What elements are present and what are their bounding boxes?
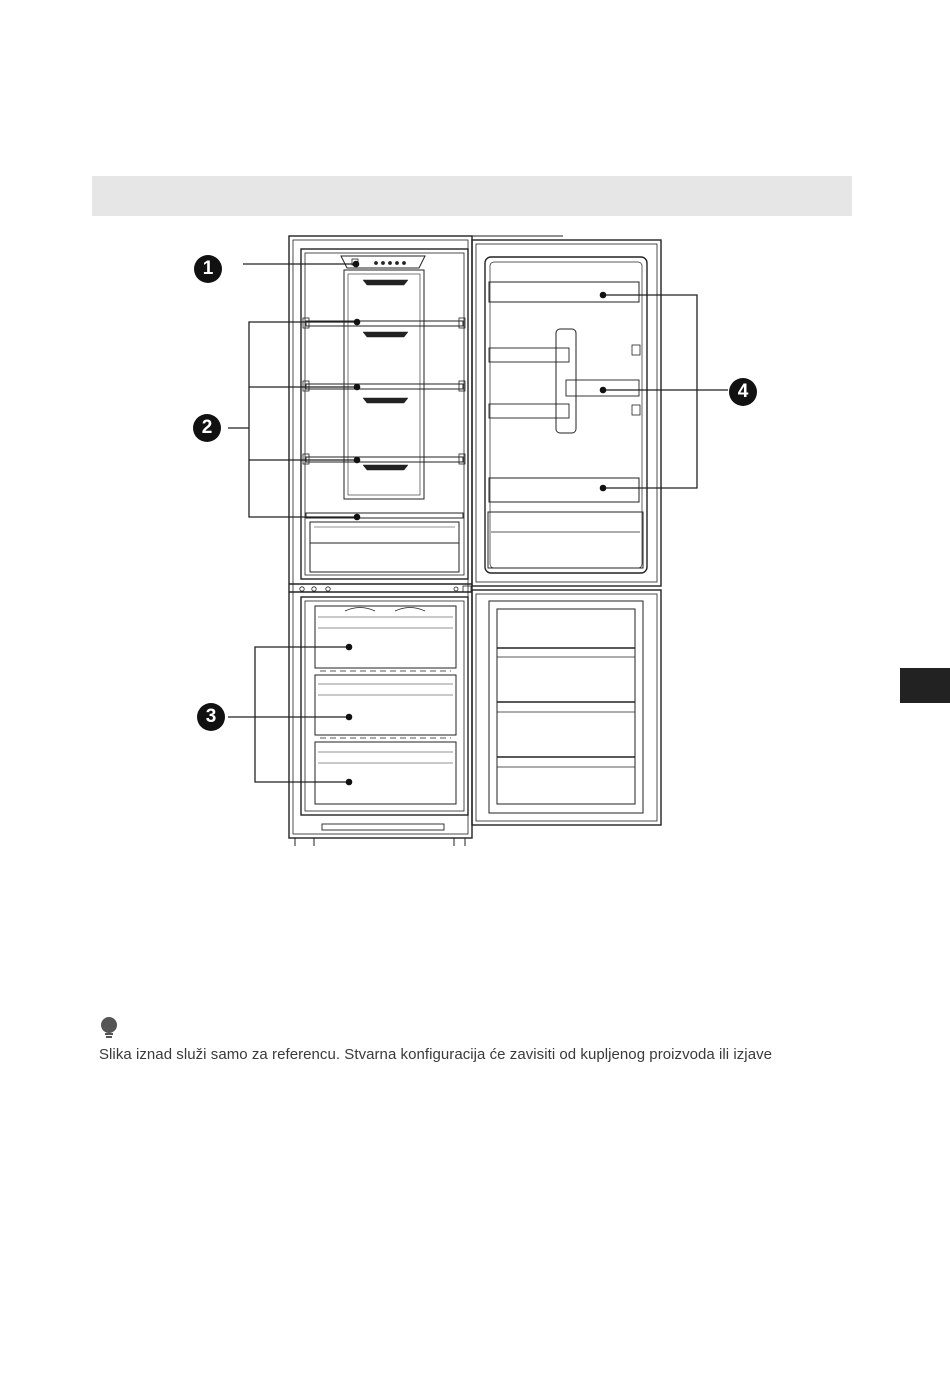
freezer-drawers	[315, 606, 456, 804]
leader-lines	[228, 264, 728, 782]
freezer-door	[472, 590, 661, 825]
callout-4-badge: 4	[729, 378, 757, 406]
lightbulb-icon	[99, 1017, 119, 1039]
glass-shelves	[303, 318, 465, 518]
fridge-door	[454, 236, 661, 592]
fridge-cabinet	[289, 236, 472, 846]
reference-note: Slika iznad služi samo za referencu. Stvarna konfiguracija će zavisiti od kupljenog proizvoda ili izjave	[99, 1046, 773, 1063]
crisper-drawer	[310, 522, 459, 572]
callout-1-badge: 1	[194, 255, 222, 283]
callout-2-badge: 2	[193, 414, 221, 442]
callout-3-badge: 3	[197, 703, 225, 731]
